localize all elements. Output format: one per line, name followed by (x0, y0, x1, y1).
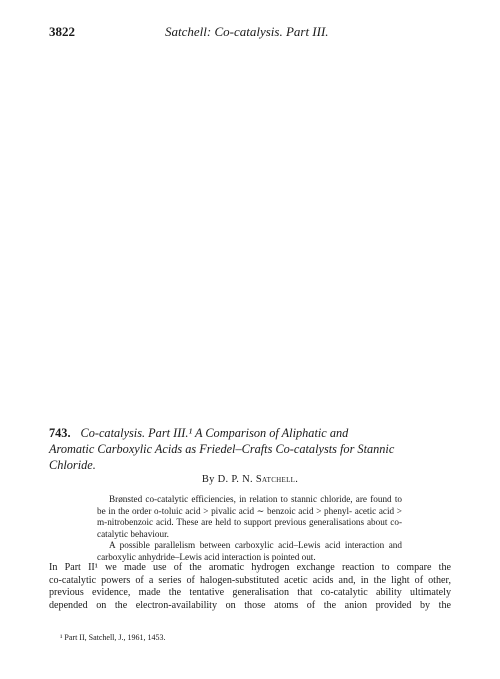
footnote: ¹ Part II, Satchell, J., 1961, 1453. (60, 633, 166, 642)
abstract-paragraph-1 (97, 494, 402, 540)
title-line-3: Chloride. (49, 458, 96, 472)
abstract-line: generalisations about co-catalytic behaviour. (97, 517, 403, 539)
author-name: Satchell. (255, 474, 299, 485)
article-title (49, 425, 451, 473)
body-line: co-catalytic powers of a series of halogen-substituted acetic acids and, in the light of other, (49, 574, 451, 586)
running-title: Satchell: Co-catalysis. Part III. (165, 24, 329, 39)
abstract-line: carboxylic anhydride–Lewis acid interaction is pointed out. (97, 551, 316, 562)
abstract-line: acetic acid > m-nitrobenzoic acid. These are held to support previous (97, 505, 402, 527)
title-line-1: Co-catalysis. Part III.¹ A Comparison of Aliphatic and (80, 426, 349, 440)
body-paragraph (49, 562, 451, 612)
body-line: previous evidence, made the tentative generalisation that co-catalytic ability ultimately (49, 587, 451, 598)
abstract-line: A possible parallelism between carboxylic acid–Lewis acid interaction and (109, 540, 402, 550)
body-line: depended on the electron-availability on those atoms of the anion provided by the (49, 599, 451, 611)
abstract-line: Brønsted co-catalytic efficiencies, in relation to stannic chloride, are (109, 494, 368, 504)
byline (0, 474, 500, 485)
byline-prefix: By D. P. N. (201, 474, 253, 485)
article-number: 743. (49, 426, 71, 440)
body-line: In Part II¹ we made use of the aromatic hydrogen exchange reaction to compare the (49, 562, 451, 573)
abstract (97, 494, 402, 563)
page-number: 3822 (49, 24, 75, 39)
abstract-line: found to be in the order o-toluic acid > pivalic acid ∼ benzoic acid > phenyl- (97, 494, 402, 516)
abstract-paragraph-2 (97, 540, 402, 563)
title-line-2: Aromatic Carboxylic Acids as Friedel–Crafts Co-catalysts for Stannic (49, 442, 395, 456)
